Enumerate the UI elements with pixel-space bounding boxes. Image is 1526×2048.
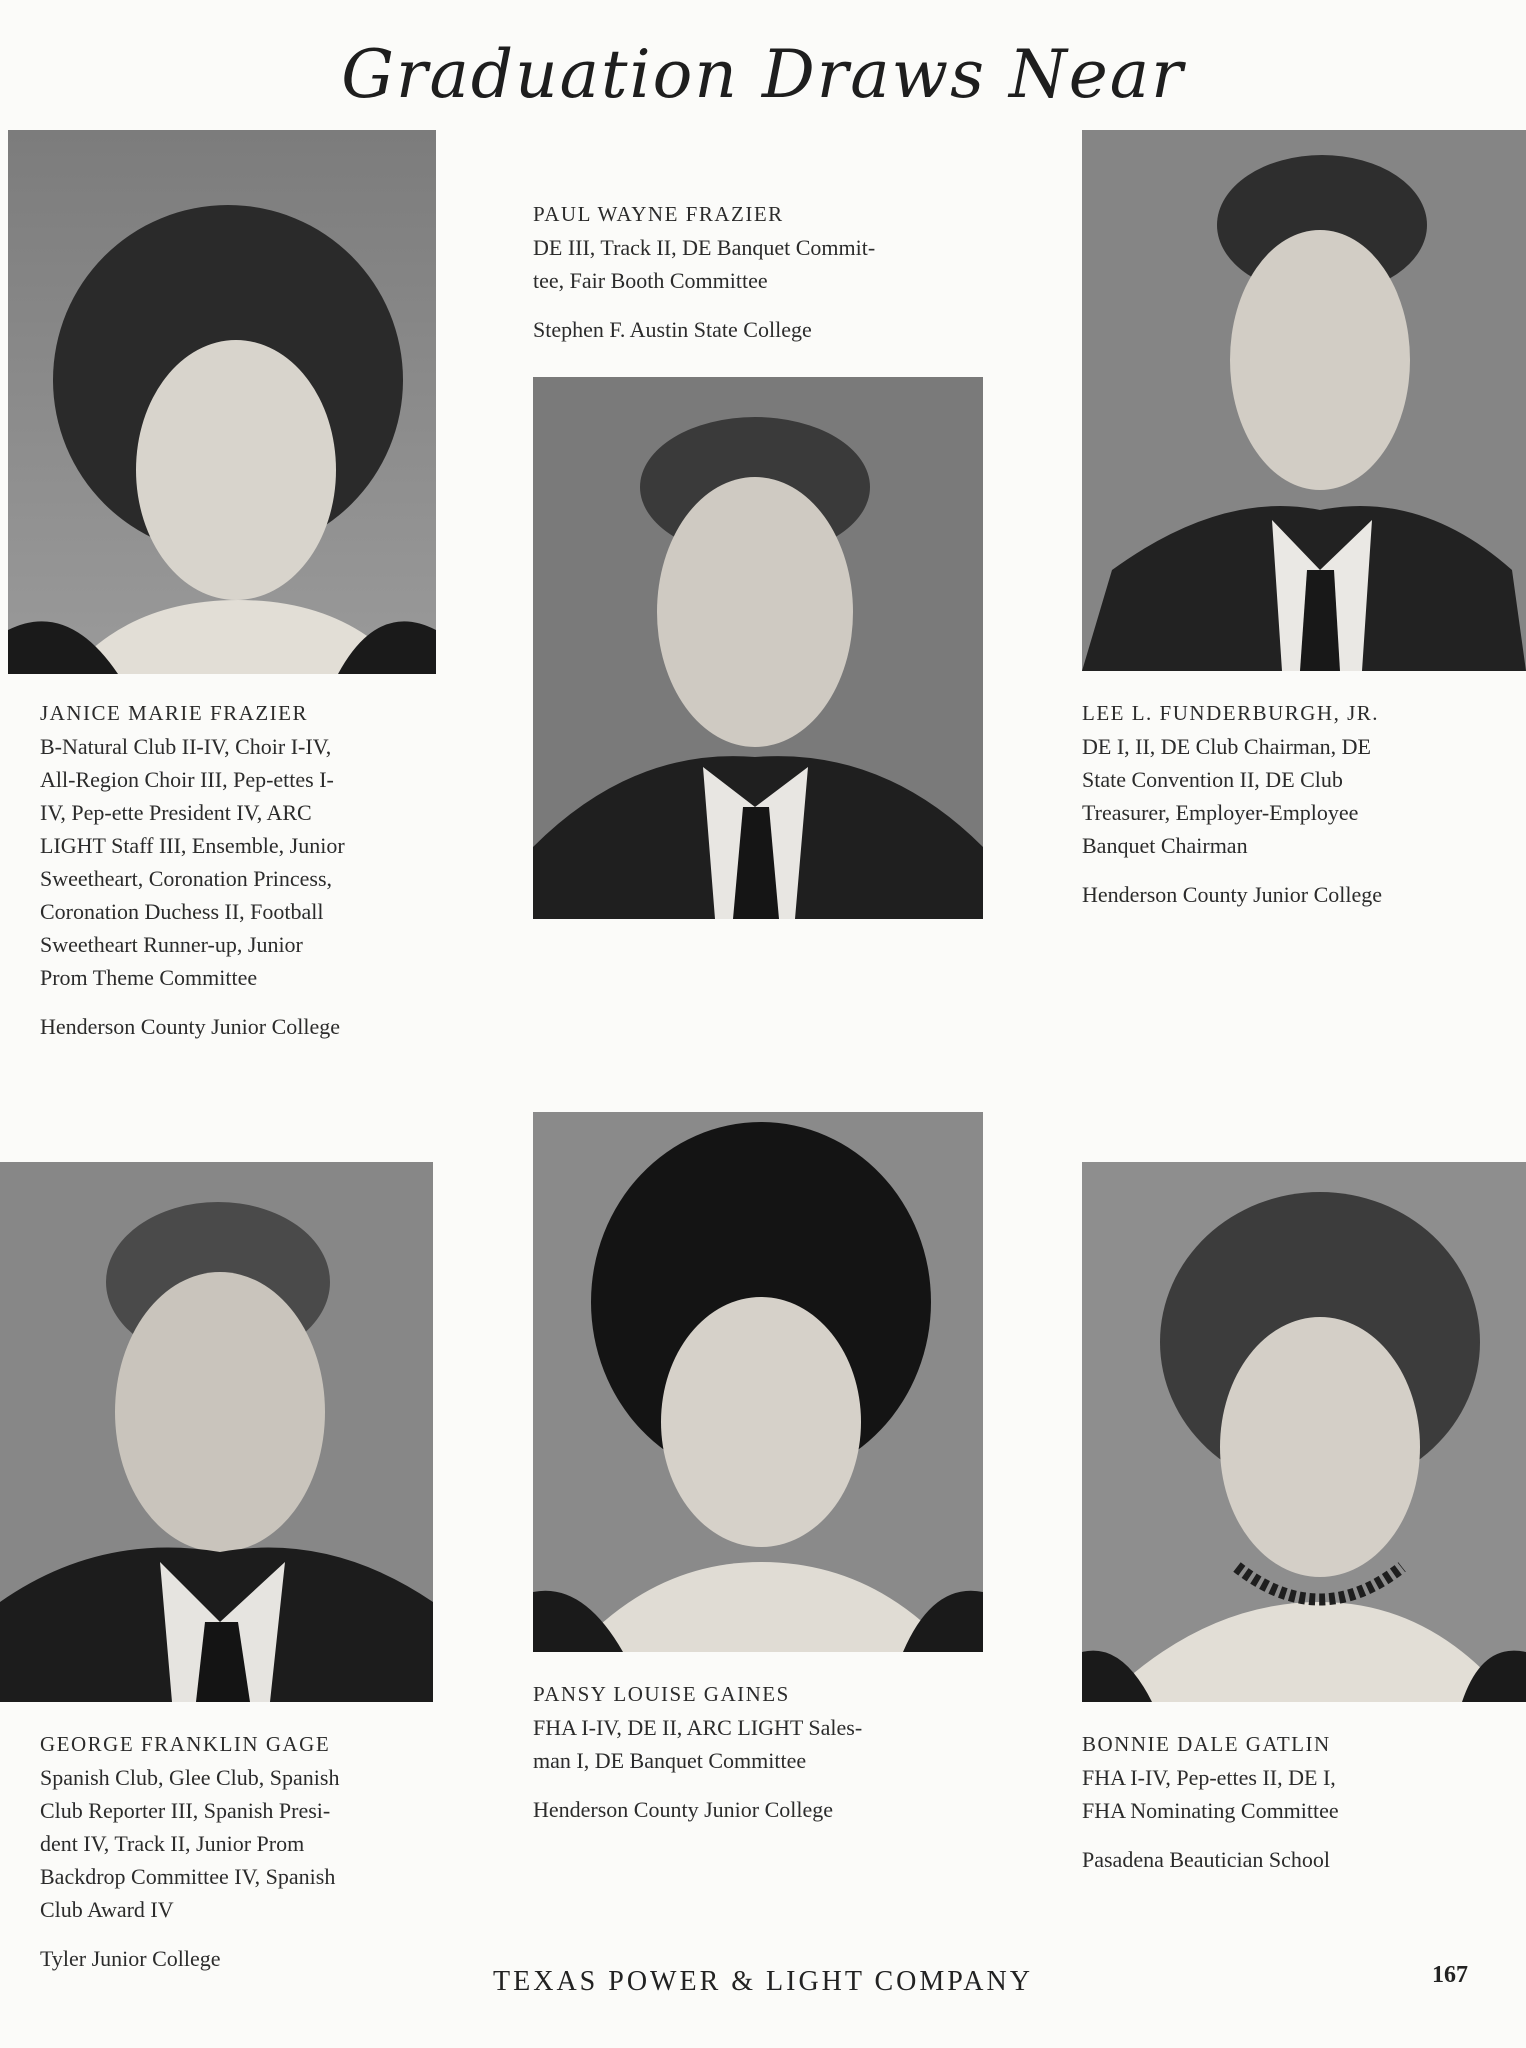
caption-bonnie xyxy=(1082,1728,1339,1876)
activities-line: Banquet Chairman xyxy=(1082,833,1248,858)
activities-line: FHA I-IV, DE II, ARC LIGHT Sales- xyxy=(533,1715,863,1740)
student-name: LEE L. FUNDERBURGH, JR. xyxy=(1082,701,1380,725)
activities-line: Sweetheart, Coronation Princess, xyxy=(40,866,333,891)
college-name: Tyler Junior College xyxy=(40,1946,221,1971)
activities-line: Backdrop Committee IV, Spanish xyxy=(40,1864,336,1889)
activities-line: DE III, Track II, DE Banquet Commit- xyxy=(533,235,876,260)
caption-paul xyxy=(533,198,875,346)
activities-line: Club Reporter III, Spanish Presi- xyxy=(40,1798,331,1823)
page-footer: TEXAS POWER & LIGHT COMPANY xyxy=(493,1966,1033,1997)
student-name: BONNIE DALE GATLIN xyxy=(1082,1732,1331,1756)
caption-pansy xyxy=(533,1678,862,1826)
portrait-photo-bonnie xyxy=(1082,1162,1526,1702)
page-title: Graduation Draws Near xyxy=(341,36,1185,113)
activities-line: Club Award IV xyxy=(40,1897,174,1922)
student-name: PAUL WAYNE FRAZIER xyxy=(533,202,784,226)
activities-line: Spanish Club, Glee Club, Spanish xyxy=(40,1765,340,1790)
page-number: 167 xyxy=(1432,1962,1468,1988)
student-name: JANICE MARIE FRAZIER xyxy=(40,701,309,725)
activities-line: LIGHT Staff III, Ensemble, Junior xyxy=(40,833,345,858)
college-name: Stephen F. Austin State College xyxy=(533,317,812,342)
student-name: PANSY LOUISE GAINES xyxy=(533,1682,790,1706)
student-name: GEORGE FRANKLIN GAGE xyxy=(40,1732,331,1756)
college-name: Henderson County Junior College xyxy=(40,1014,341,1039)
activities-line: FHA I-IV, Pep-ettes II, DE I, xyxy=(1082,1765,1336,1790)
activities-line: State Convention II, DE Club xyxy=(1082,767,1343,792)
portrait-photo-paul xyxy=(533,377,983,919)
caption-janice xyxy=(40,697,345,1043)
activities-line: FHA Nominating Committee xyxy=(1082,1798,1339,1823)
activities-line: B-Natural Club II-IV, Choir I-IV, xyxy=(40,734,332,759)
activities-line: Treasurer, Employer-Employee xyxy=(1082,800,1359,825)
activities-line: Coronation Duchess II, Football xyxy=(40,899,324,924)
activities-line: Sweetheart Runner-up, Junior xyxy=(40,932,303,957)
college-name: Henderson County Junior College xyxy=(533,1797,834,1822)
portrait-photo-lee xyxy=(1082,130,1526,671)
activities-line: tee, Fair Booth Committee xyxy=(533,268,768,293)
activities-line: IV, Pep-ette President IV, ARC xyxy=(40,800,312,825)
activities-line: Prom Theme Committee xyxy=(40,965,258,990)
activities-line: All-Region Choir III, Pep-ettes I- xyxy=(40,767,334,792)
portrait-photo-pansy xyxy=(533,1112,983,1652)
activities-line: DE I, II, DE Club Chairman, DE xyxy=(1082,734,1371,759)
college-name: Henderson County Junior College xyxy=(1082,882,1383,907)
caption-george xyxy=(40,1728,339,1975)
college-name: Pasadena Beautician School xyxy=(1082,1847,1331,1872)
caption-lee xyxy=(1082,697,1382,911)
activities-line: man I, DE Banquet Committee xyxy=(533,1748,807,1773)
portrait-photo-janice xyxy=(8,130,436,674)
activities-line: dent IV, Track II, Junior Prom xyxy=(40,1831,305,1856)
portrait-photo-george xyxy=(0,1162,433,1702)
